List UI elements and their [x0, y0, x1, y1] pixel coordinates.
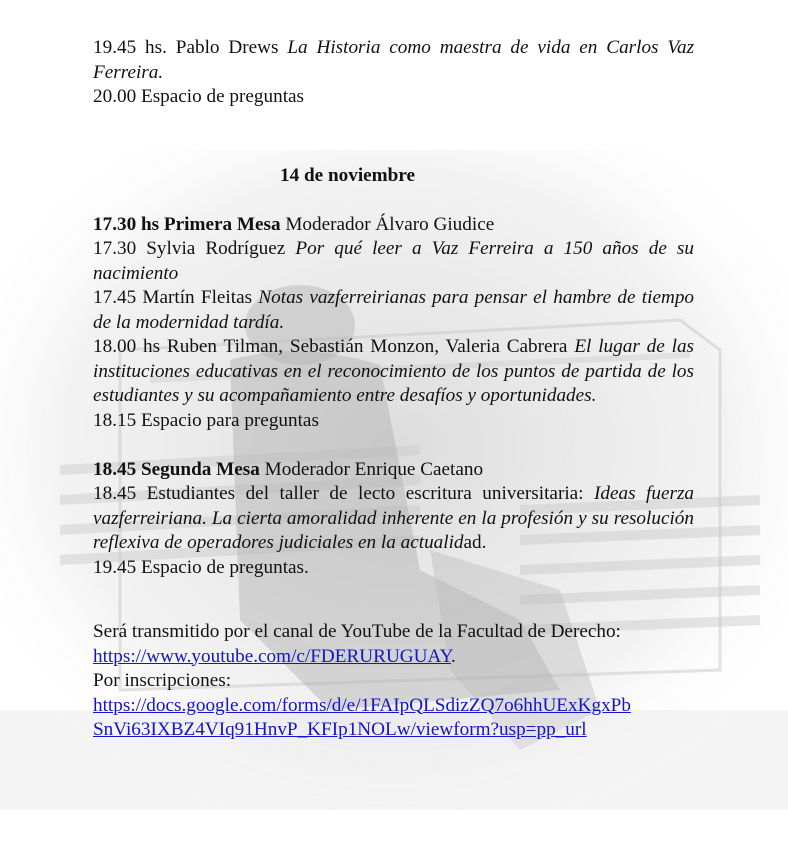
form-link[interactable]: https://docs.google.com/forms/d/e/1FAIpQLSdizZQ7o6hhUExKgxPb: [93, 694, 631, 716]
talk-title: Ideas fuerza vazferreiriana. La cierta amoralidad inherente en la profesión y su resolución reflexiva de operadores judiciales en la actualid: [93, 483, 695, 553]
talk-rodriguez: [93, 237, 694, 286]
talk-tilman: [93, 335, 694, 409]
document-page: [93, 36, 694, 743]
form-link-line-2: [93, 718, 694, 743]
section-date: 14 de noviembre: [280, 164, 416, 186]
youtube-link[interactable]: https://www.youtube.com/c/FDERURUGUAY: [93, 645, 452, 667]
mesa-2-moderator: Moderador Enrique Caetano: [264, 458, 484, 480]
talk-lead: 17.30 Sylvia Rodríguez: [93, 238, 286, 259]
youtube-period: .: [451, 645, 456, 667]
registration-label: Por inscripciones:: [93, 670, 232, 691]
mesa-2-heading: [93, 458, 694, 483]
questions-line: 20.00 Espacio de preguntas: [93, 86, 305, 107]
talk-title: Notas vazferreirianas para pensar el hambre de tiempo de la modernidad tardía.: [93, 287, 695, 333]
mesa-1-title: 17.30 hs Primera Mesa: [93, 213, 281, 235]
talk-lead: 18.00 hs Ruben Tilman, Sebastián Monzon, Valeria Cabrera: [93, 336, 568, 357]
mesa-1-heading: [93, 213, 694, 238]
form-link-continued[interactable]: SnVi63IXBZ4VIq91HnvP_KFIp1NOLw/viewform?usp=pp_url: [93, 719, 587, 740]
talk-lead: 18.45 Estudiantes del taller de lecto escritura universitaria:: [93, 483, 584, 504]
talk-title: El lugar de las instituciones educativas en el reconocimiento de los puntos de partida de los estudiantes y su acompañamiento entre desafíos y oportunidades.: [93, 336, 695, 406]
talk-lead: 17.45 Martín Fleitas: [93, 287, 253, 308]
talk-title: Por qué leer a Vaz Ferreira a 150 años de su nacimiento: [93, 238, 694, 284]
youtube-line: [93, 645, 694, 670]
mesa-1-questions: 18.15 Espacio para preguntas: [93, 409, 319, 431]
talk-title-tail: ad.: [463, 532, 487, 553]
form-link-line-1: [93, 694, 694, 719]
talk-pablo-drews: [93, 36, 694, 85]
talk-time: 19.45 hs.: [93, 37, 167, 58]
mesa-2-questions: 19.45 Espacio de preguntas.: [93, 556, 309, 578]
talk-fleitas: [93, 286, 694, 335]
mesa-1-moderator: Moderador Álvaro Giudice: [285, 213, 495, 235]
talk-title: La Historia como maestra de vida en Carlos Vaz Ferreira.: [93, 37, 695, 83]
talk-speaker: Pablo Drews: [175, 37, 279, 58]
talk-estudiantes: [93, 482, 694, 556]
broadcast-text: Será transmitido por el canal de YouTube de la Facultad de Derecho:: [93, 621, 621, 642]
mesa-2-title: 18.45 Segunda Mesa: [93, 458, 260, 480]
